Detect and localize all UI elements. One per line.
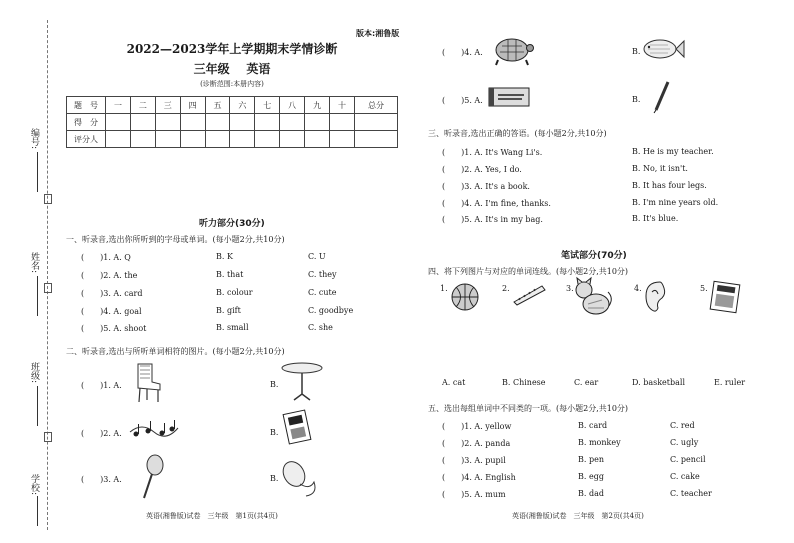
footer-page-2: 英语(湘鲁版)试卷 三年级 第2页(共4页): [512, 512, 644, 520]
footer-page-1: 英语(湘鲁版)试卷 三年级 第1页(共4页): [146, 512, 278, 520]
exam-title: 2022—2023学年上学期期末学情诊断: [126, 42, 338, 56]
q1-item: ( )5. A. shoot: [81, 324, 147, 333]
fish-icon: [640, 36, 684, 62]
name-label: 姓名:: [29, 252, 39, 274]
table-icon: [280, 362, 324, 402]
score-table: [66, 96, 398, 148]
q2-item: ( )2. A.: [81, 429, 122, 438]
q1-item: ( )2. A. the: [81, 271, 138, 280]
q3-item: ( )5. A. It's in my bag.: [442, 215, 543, 224]
q5-item: ( )1. A. yellow: [442, 422, 512, 431]
q1-item: ( )1. A. Q: [81, 253, 131, 262]
number-label: 编号:: [29, 128, 39, 150]
q3-item: ( )3. A. It's a book.: [442, 182, 530, 191]
pencil-box-icon: [488, 86, 530, 108]
binding-hole: [44, 432, 52, 442]
q5-item: ( )3. A. pupil: [442, 456, 506, 465]
exam-subtitle: 三年级 英语: [193, 62, 271, 76]
q3-item: ( )2. A. Yes, I do.: [442, 165, 522, 174]
score-table-header: 题 号 一 二 三 四 五 六 七 八 九 十 总分: [67, 97, 398, 114]
chair-icon: [130, 362, 164, 404]
exam-scope: (诊断范围:本册内容): [200, 80, 264, 88]
pen-icon: [652, 80, 672, 114]
chinese-book-icon: [280, 408, 320, 448]
q3-item: ( )4. A. I'm fine, thanks.: [442, 199, 551, 208]
school-label: 学校:: [29, 474, 39, 496]
music-notes-icon: [128, 418, 180, 442]
basketball-icon: [450, 282, 480, 312]
binding-hole: [44, 283, 52, 293]
q5-title: 五、选出每组单词中不同类的一项。(每小题2分,共10分): [428, 404, 629, 413]
ear-icon: [642, 280, 668, 314]
q2-item: ( )1. A.: [81, 381, 122, 390]
chinese-book-icon: [708, 280, 744, 314]
q1-title: 一、听录音,选出你所听到的字母或单词。(每小题2分,共10分): [66, 235, 285, 244]
class-label: 班级:: [29, 362, 39, 384]
q2-item: ( )3. A.: [81, 475, 122, 484]
score-row: 得 分: [67, 114, 398, 131]
edition-label: 版本:湘鲁版: [356, 29, 400, 38]
ear-icon: [280, 458, 320, 498]
binding-hole: [44, 194, 52, 204]
grader-row: 评分人: [67, 131, 398, 148]
q3-item: ( )1. A. It's Wang Li's.: [442, 148, 543, 157]
q5-item: ( )5. A. mum: [442, 490, 506, 499]
q3-title: 三、听录音,选出正确的答语。(每小题2分,共10分): [428, 129, 607, 138]
q2-title: 二、听录音,选出与所听单词相符的图片。(每小题2分,共10分): [66, 347, 285, 356]
q2-item: ( )4. A.: [442, 48, 483, 57]
binding-line: [47, 20, 48, 530]
q1-item: ( )3. A. card: [81, 289, 143, 298]
q2-item: ( )5. A.: [442, 96, 483, 105]
ruler-icon: [512, 282, 546, 306]
racket-icon: [138, 454, 168, 500]
q1-item: ( )4. A. goal: [81, 307, 142, 316]
q4-title: 四、将下列图片与对应的单词连线。(每小题2分,共10分): [428, 267, 629, 276]
writing-section-title: 笔试部分(70分): [561, 251, 627, 261]
turtle-icon: [490, 34, 534, 68]
q5-item: ( )4. A. English: [442, 473, 516, 482]
cat-icon: [572, 278, 612, 318]
listening-section-title: 听力部分(30分): [199, 219, 265, 229]
q5-item: ( )2. A. panda: [442, 439, 511, 448]
